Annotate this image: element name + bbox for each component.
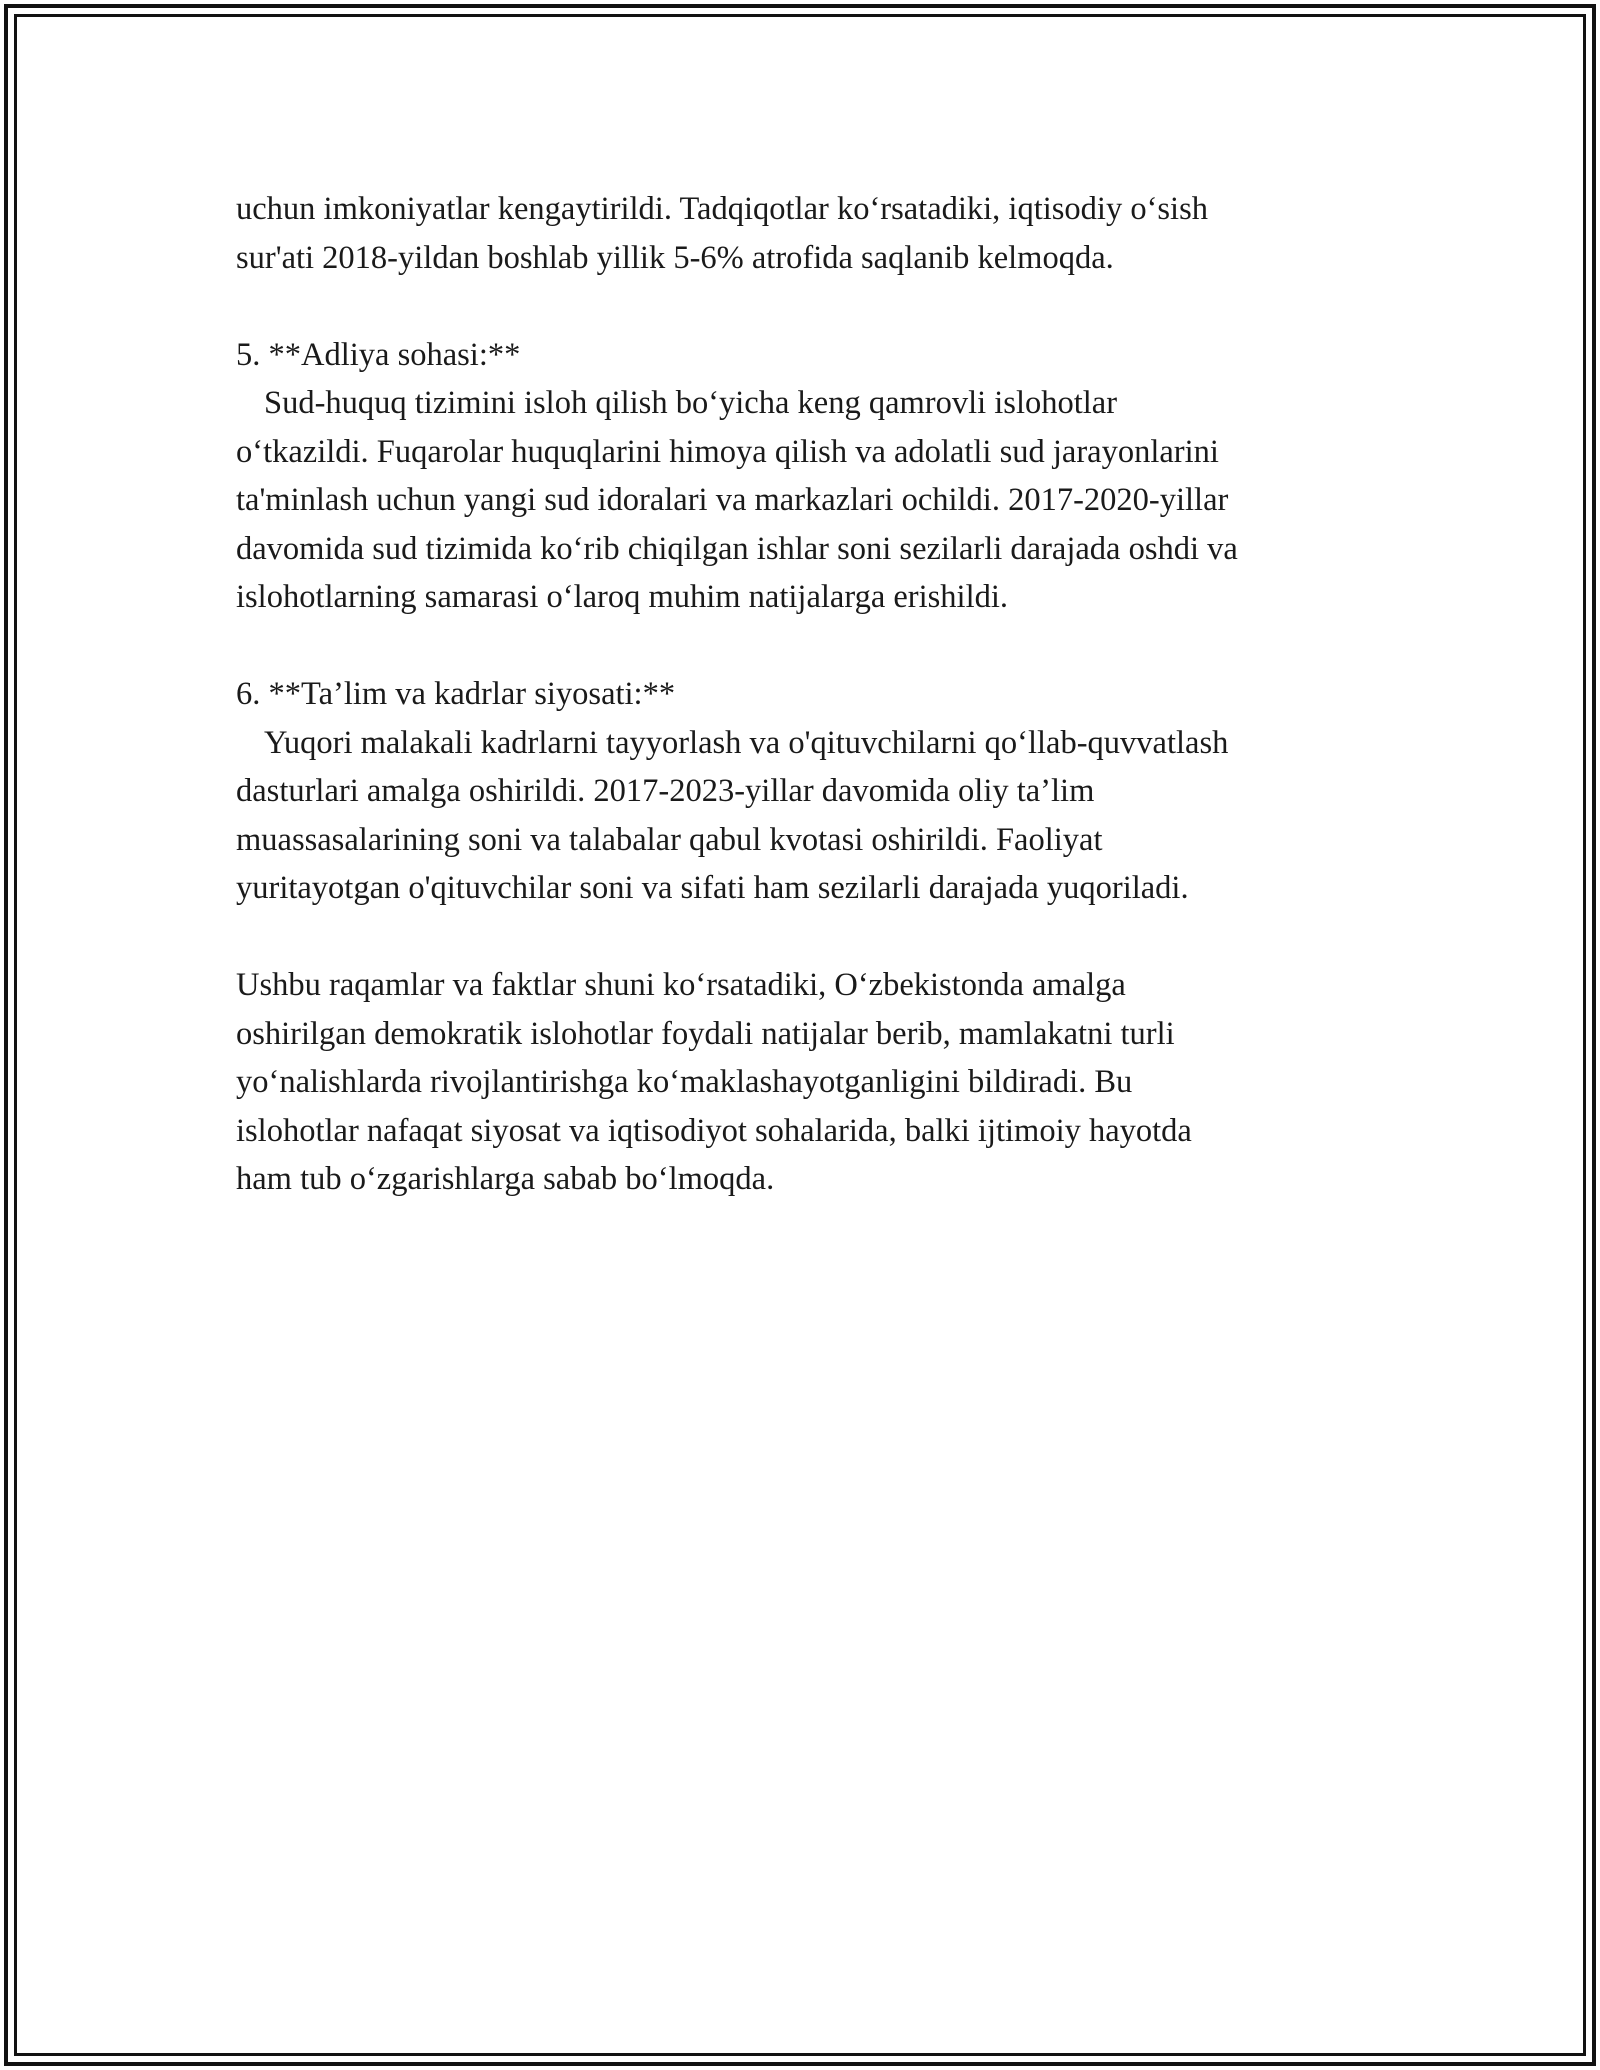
text-line: oshirilgan demokratik islohotlar foydali natijalar berib, mamlakatni turli — [236, 1015, 1175, 1052]
text-line: ham tub o‘zgarishlarga sabab bo‘lmoqda. — [236, 1161, 775, 1197]
text-line: Ushbu raqamlar va faktlar shuni ko‘rsatadiki, O‘zbekistonda amalga — [236, 967, 1126, 1003]
text-line: davomida sud tizimida ko‘rib chiqilgan ishlar soni sezilarli darajada oshdi va — [236, 530, 1238, 567]
section-adliya — [236, 331, 1386, 622]
text-line: o‘tkazildi. Fuqarolar huquqlarini himoya qilish va adolatli sud jarayonlarini — [236, 433, 1219, 470]
text-line: Sud-huquq tizimini isloh qilish bo‘yicha keng qamrovli islohotlar — [264, 385, 1118, 421]
document-body — [236, 185, 1386, 1252]
section-heading: 6. **Ta’lim va kadrlar siyosati:** — [236, 676, 676, 712]
section-talim — [236, 670, 1386, 913]
text-line: dasturlari amalga oshirildi. 2017-2023-yillar davomida oliy ta’lim — [236, 773, 1095, 809]
text-line: uchun imkoniyatlar kengaytirildi. Tadqiqotlar ko‘rsatadiki, iqtisodiy o‘sish — [236, 191, 1208, 227]
text-line: ta'minlash uchun yangi sud idoralari va markazlari ochildi. 2017-2020-yillar — [236, 482, 1229, 518]
section-heading: 5. **Adliya sohasi:** — [236, 336, 521, 373]
text-line: yuritayotgan o'qituvchilar soni va sifati ham sezilarli darajada yuqoriladi. — [236, 870, 1189, 906]
text-line: sur'ati 2018-yildan boshlab yillik 5-6% atrofida saqlanib kelmoqda. — [236, 239, 1114, 276]
text-line: islohotlar nafaqat siyosat va iqtisodiyot sohalarida, balki ijtimoiy hayotda — [236, 1112, 1192, 1149]
text-line: islohotlarning samarasi o‘laroq muhim natijalarga erishildi. — [236, 579, 1009, 615]
conclusion-paragraph — [236, 961, 1386, 1204]
text-line: muassasalarining soni va talabalar qabul kvotasi oshirildi. Faoliyat — [236, 821, 1103, 858]
text-line: yo‘nalishlarda rivojlantirishga ko‘maklashayotganligini bildiradi. Bu — [236, 1064, 1133, 1100]
text-line: Yuqori malakali kadrlarni tayyorlash va o'qituvchilarni qo‘llab-quvvatlash — [264, 724, 1229, 761]
intro-paragraph — [236, 185, 1386, 282]
